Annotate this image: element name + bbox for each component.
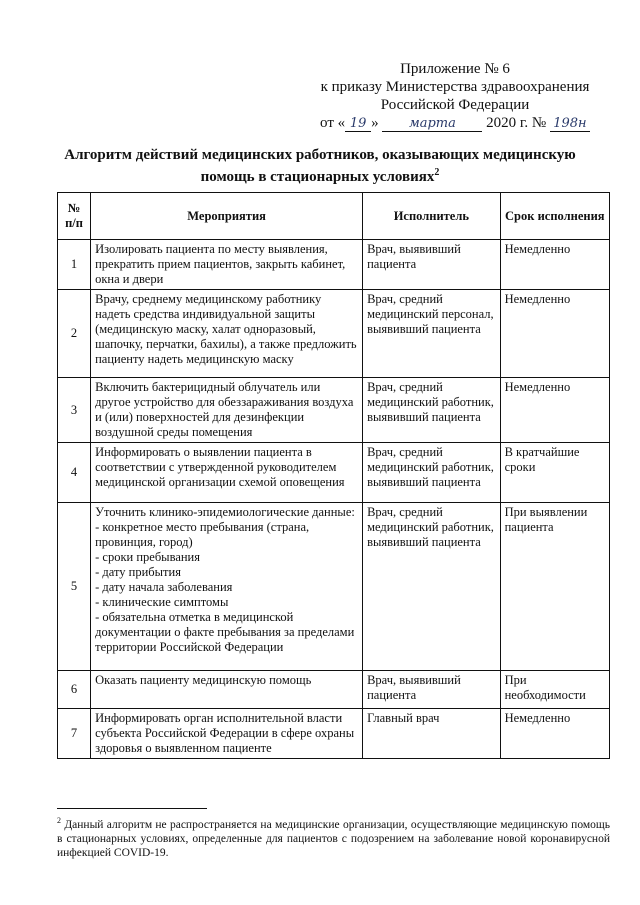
date-day: 19 [345, 117, 371, 132]
row-term: В кратчайшие сроки [500, 443, 609, 503]
action-item: - конкретное место пребывания (страна, провинция, город) [95, 520, 310, 549]
row-action [91, 503, 363, 671]
row-num: 1 [58, 240, 91, 290]
footnote-text: Данный алгоритм не распространяется на медицинские организации, осуществляющие медицинскую помощь в стационарных условиях, определенные для пациентов с подозрением на заболевание новой коронавирусной инфекцией COVID-19. [57, 818, 610, 859]
row-term: Немедленно [500, 240, 609, 290]
footnote-mark: 2 [57, 816, 61, 825]
row-executor: Врач, средний медицинский персонал, выявивший пациента [363, 290, 500, 378]
table-header-row [58, 193, 610, 240]
table-row [58, 503, 610, 671]
row-action: Изолировать пациента по месту выявления, прекратить прием пациентов, закрыть кабинет, окна и двери [91, 240, 363, 290]
table-row [58, 709, 610, 759]
row-executor: Главный врач [363, 709, 500, 759]
document-title [40, 146, 600, 186]
ministry-country: Российской Федерации [380, 97, 530, 113]
title-footnote-mark: 2 [434, 167, 440, 178]
date-month: марта [382, 117, 482, 132]
row-num: 3 [58, 378, 91, 443]
row-num: 5 [58, 503, 91, 671]
row-executor: Врач, средний медицинский работник, выявивший пациента [363, 443, 500, 503]
row-term: Немедленно [500, 290, 609, 378]
row-term: При выявлении пациента [500, 503, 609, 671]
table-row [58, 378, 610, 443]
header-executor: Исполнитель [363, 193, 500, 240]
footnote [57, 814, 610, 860]
row-term: Немедленно [500, 709, 609, 759]
row-term: При необходимости [500, 671, 609, 709]
action-item: - дату начала заболевания [95, 580, 233, 594]
order-number: 198н [550, 117, 590, 132]
row-executor: Врач, средний медицинский работник, выявивший пациента [363, 378, 500, 443]
table-row [58, 671, 610, 709]
row-action: Информировать орган исполнительной власти субъекта Российской Федерации в сфере охраны здоровья о выявленном пациенте [91, 709, 363, 759]
header-term: Срок исполнения [500, 193, 609, 240]
row-num: 2 [58, 290, 91, 378]
table-row [58, 290, 610, 378]
title-text: Алгоритм действий медицинских работников, оказывающих медицинскую помощь в стационарных условиях [64, 147, 576, 185]
action-item: - обязательна отметка в медицинской документации о факте пребывания за пределами территории Российской Федерации [95, 610, 355, 654]
row-executor: Врач, выявивший пациента [363, 240, 500, 290]
row-num: 7 [58, 709, 91, 759]
row-num: 6 [58, 671, 91, 709]
row-action: Оказать пациенту медицинскую помощь [91, 671, 363, 709]
action-item: - сроки пребывания [95, 550, 200, 564]
table-row [58, 240, 610, 290]
action-item: - дату прибытия [95, 565, 181, 579]
row-action: Информировать о выявлении пациента в соответствии с утвержденной руководителем медицинской организации схемой оповещения [91, 443, 363, 503]
table-row [58, 443, 610, 503]
row-executor: Врач, выявивший пациента [363, 671, 500, 709]
appendix-header [300, 60, 610, 132]
date-prefix: от « [320, 115, 346, 131]
algorithm-table [57, 192, 610, 759]
date-mid: » [371, 115, 379, 131]
order-reference: к приказу Министерства здравоохранения [320, 79, 590, 95]
order-date-line [300, 114, 610, 132]
action-intro: Уточнить клинико-эпидемиологические данные: [95, 505, 355, 519]
row-action: Включить бактерицидный облучатель или другое устройство для обеззараживания воздуха и (или) поверхностей для дезинфекции воздушной среды помещения [91, 378, 363, 443]
date-year: 2020 г. № [486, 115, 547, 131]
row-action: Врачу, среднему медицинскому работнику надеть средства индивидуальной защиты (медицинскую маску, халат одноразовый, шапочку, перчатки, бахилы), а также предложить пациенту надеть медицинскую маску [91, 290, 363, 378]
header-action: Мероприятия [91, 193, 363, 240]
action-item: - клинические симптомы [95, 595, 229, 609]
row-num: 4 [58, 443, 91, 503]
header-num: № п/п [58, 193, 91, 240]
footnote-divider [57, 808, 207, 809]
row-executor: Врач, средний медицинский работник, выявивший пациента [363, 503, 500, 671]
appendix-number: Приложение № 6 [400, 61, 510, 77]
row-term: Немедленно [500, 378, 609, 443]
